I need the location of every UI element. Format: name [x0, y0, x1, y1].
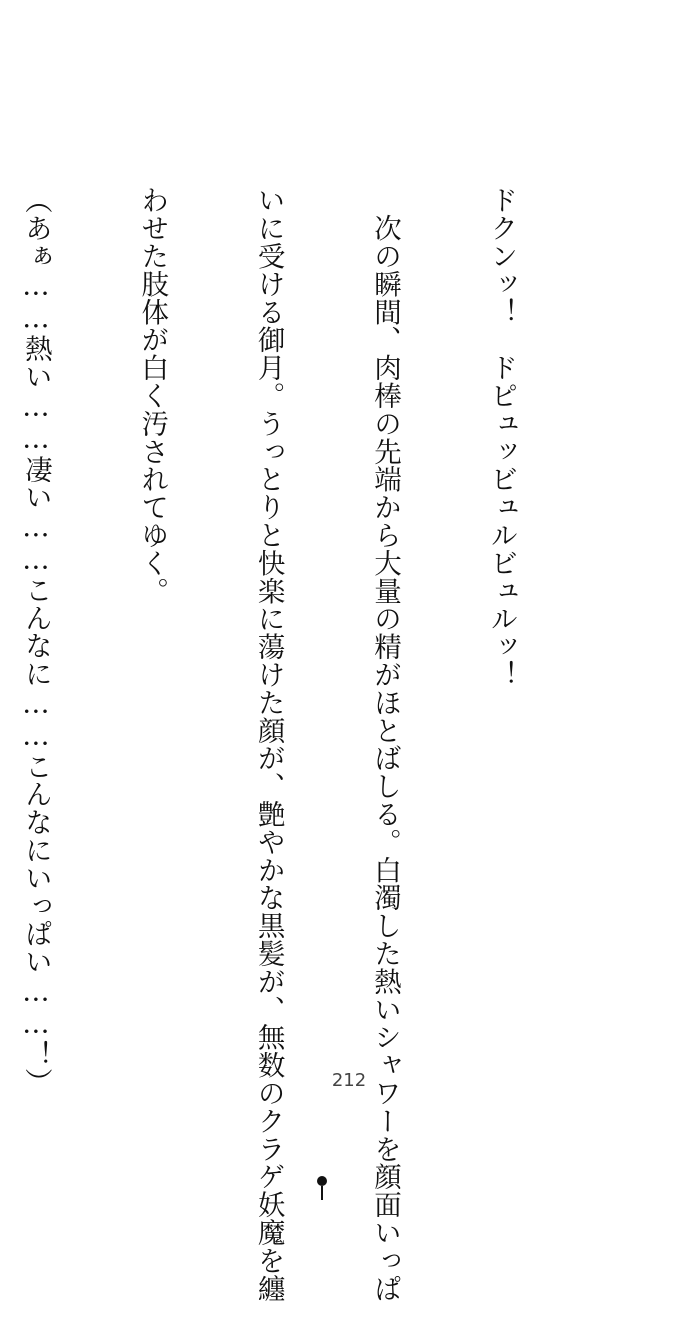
page-marker-line	[321, 1186, 323, 1200]
text-line-3: いに受ける御月。うっとりと快楽に蕩けた顔が、艶やかな黒髪が、無数のクラゲ妖魔を纏	[252, 186, 285, 1302]
text-line-5: （あぁ……熱い……凄い……こんなに……こんなにいっぱい……！）	[19, 186, 52, 1096]
text-line-4: わせた肢体が白く汚されてゆく。	[136, 186, 169, 605]
text-line-1: ドクンッ！ ドピュッビュルビュルッ！	[485, 186, 518, 689]
text-line-2: 次の瞬間、肉棒の先端から大量の精がほとばしる。白濁した熱いシャワーを顔面いっぱ	[369, 186, 402, 1302]
page-marker-dot	[317, 1176, 327, 1186]
page-number: 212	[331, 1070, 367, 1091]
